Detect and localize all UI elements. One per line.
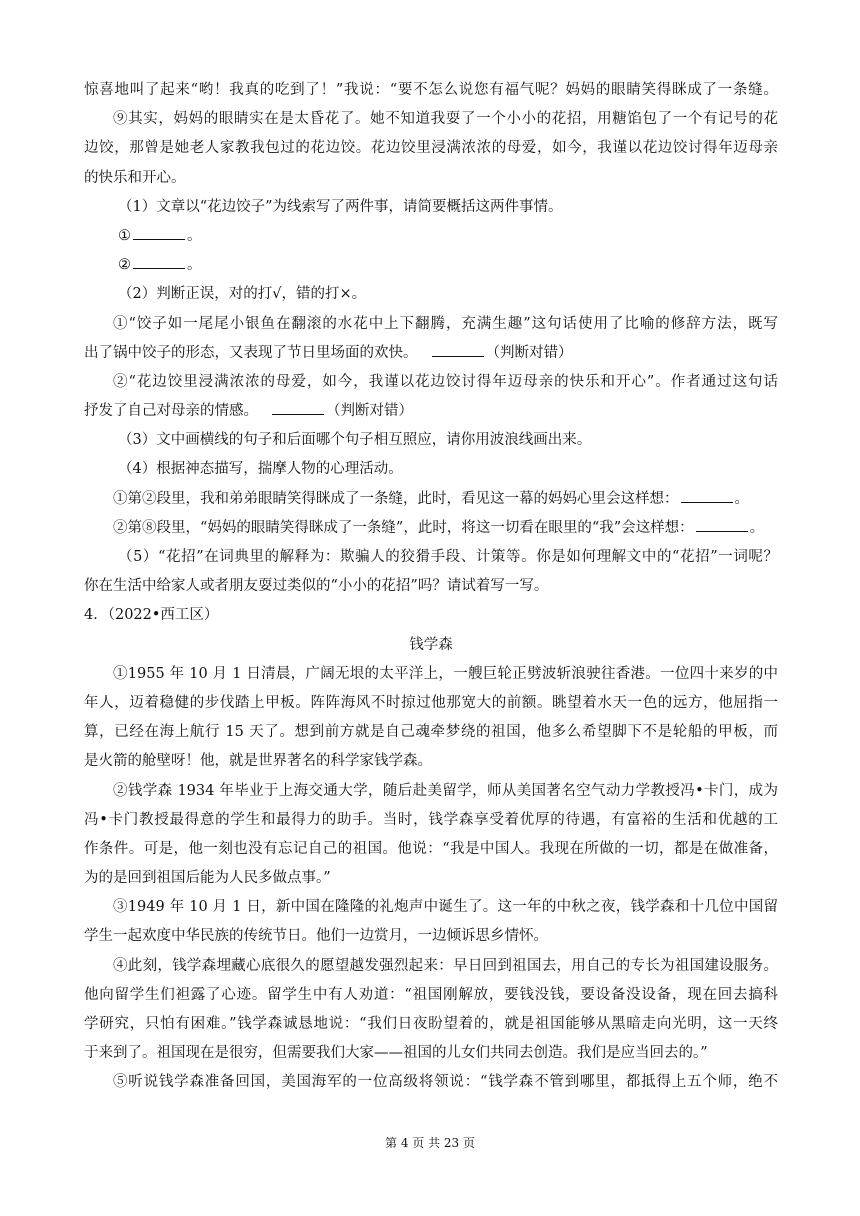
paragraph-line: 惊喜地叫了起来“哟！我真的吃到了！”我说：“要不怎么说您有福气呢？妈妈的眼睛笑得眯成了一条缝。 bbox=[84, 82, 778, 98]
paragraph-line: 你在生活中给家人或者朋友耍过类似的“小小的花招”吗？请试着写一写。 bbox=[84, 578, 549, 595]
answer-period: 。 bbox=[734, 490, 749, 507]
judgement-hint: （判断对错） bbox=[326, 403, 413, 420]
statement-text: 出了锅中饺子的形态，又表现了节日里场面的欢快。 bbox=[84, 344, 418, 361]
judgement-line-2 bbox=[84, 397, 778, 426]
paragraph-line: ①1955 年 10 月 1 日清晨，广阔无垠的太平洋上，一艘巨轮正劈波斩浪驶往香港。一位四十来岁的中 bbox=[113, 665, 778, 682]
paragraph-line: 算，已经在海上航行 15 天了。想到前方就是自己魂牵梦绕的祖国，他多么希望脚下不是轮船的甲板，而 bbox=[84, 724, 778, 741]
paragraph-line: 边饺，那曾是她老人家教我包过的花边饺。花边饺里浸满浓浓的母爱，如今，我谨以花边饺讨得年迈母亲 bbox=[84, 140, 778, 157]
answer-period: 。 bbox=[187, 257, 202, 274]
judgement-hint: （判断对错） bbox=[485, 344, 573, 361]
paragraph-line: 于来到了。祖国现在是很穷，但需要我们大家——祖国的儿女们共同去创造。我们是应当回去的。” bbox=[84, 1045, 708, 1062]
paragraph-line: 冯•卡门教授最得意的学生和最得力的助手。当时，钱学森享受着优厚的待遇，有富裕的生活和优越的工 bbox=[84, 811, 778, 828]
question-1: （1）文章以“花边饺子”为线索写了两件事，请简要概括这两件事情。 bbox=[118, 198, 563, 215]
answer-1-1 bbox=[84, 222, 778, 251]
answer-label: ① bbox=[118, 227, 131, 244]
question-4-2 bbox=[84, 514, 778, 543]
answer-period: 。 bbox=[749, 519, 765, 536]
paragraph-line: ②钱学森 1934 年毕业于上海交通大学，随后赴美留学，师从美国著名空气动力学教授冯•卡门，成为 bbox=[113, 782, 778, 799]
answer-period: 。 bbox=[187, 227, 202, 244]
paragraph-line: ①“饺子如一尾尾小银鱼在翻滚的水花中上下翻腾，充满生趣”这句话使用了比喻的修辞方法，既写 bbox=[113, 315, 778, 332]
section-heading: 4．（2022•西工区） bbox=[84, 607, 219, 624]
judgement-blank[interactable] bbox=[272, 400, 324, 415]
paragraph-line: ⑤听说钱学森准备回国，美国海军的一位高级将领说：“钱学森不管到哪里，都抵得上五个师，绝不 bbox=[113, 1074, 778, 1091]
question-4-1 bbox=[84, 485, 778, 514]
page-footer: 第 4 页 共 23 页 bbox=[385, 1136, 475, 1150]
paragraph-line: 作条件。可是，他一刻也没有忘记自己的祖国。他说：“我是中国人。我现在所做的一切，都是在做准备， bbox=[84, 840, 778, 857]
answer-blank[interactable] bbox=[133, 225, 185, 240]
question-2: （2）判断正误，对的打√，错的打×。 bbox=[118, 286, 367, 303]
judgement-blank[interactable] bbox=[432, 342, 484, 357]
paragraph-line: 为的是回到祖国后能为人民多做点事。” bbox=[84, 870, 331, 887]
question-4: （4）根据神态描写，揣摩人物的心理活动。 bbox=[118, 461, 403, 478]
paragraph-line: ④此刻，钱学森埋藏心底很久的愿望越发强烈起来：早日回到祖国去，用自己的专长为祖国建设服务。 bbox=[113, 957, 778, 974]
question-5: （5）“花招”在词典里的解释为：欺骗人的狡猾手段、计策等。你是如何理解文中的“花招”一词呢？ bbox=[118, 549, 778, 565]
answer-blank[interactable] bbox=[696, 517, 748, 532]
document-page bbox=[84, 76, 778, 1098]
article-title: 钱学森 bbox=[409, 636, 453, 653]
judgement-line-1 bbox=[84, 339, 778, 368]
question-text: ①第②段里，我和弟弟眼睛笑得眯成了一条缝，此时，看见这一幕的妈妈心里会这样想： bbox=[113, 490, 679, 507]
answer-blank[interactable] bbox=[133, 254, 185, 269]
paragraph-line: ⑨其实，妈妈的眼睛实在是太昏花了。她不知道我耍了一个小小的花招，用糖馅包了一个有记号的花 bbox=[113, 111, 778, 128]
statement-text: 抒发了自己对母亲的情感。 bbox=[84, 403, 258, 420]
paragraph-line: 学研究，只怕有困难。”钱学森诚恳地说：“我们日夜盼望着的，就是祖国能够从黑暗走向光明，这一天终 bbox=[84, 1016, 778, 1032]
paragraph-line: 他向留学生们袒露了心迹。留学生中有人劝道：“祖国刚解放，要钱没钱，要设备没设备，现在回去搞科 bbox=[84, 986, 778, 1003]
question-3: （3）文中画横线的句子和后面哪个句子相互照应，请你用波浪线画出来。 bbox=[118, 432, 592, 449]
question-text: ②第⑧段里，“妈妈的眼睛笑得眯成了一条缝”，此时，将这一切看在眼里的“我”会这样想： bbox=[113, 519, 694, 536]
paragraph-line: 是火箭的舱壁呀！他，就是世界著名的科学家钱学森。 bbox=[84, 753, 432, 770]
paragraph-line: ③1949 年 10 月 1 日，新中国在隆隆的礼炮声中诞生了。这一年的中秋之夜，钱学森和十几位中国留 bbox=[113, 899, 778, 916]
paragraph-line: 年人，迈着稳健的步伐踏上甲板。阵阵海风不时掠过他那宽大的前额。眺望着水天一色的远方，他屈指一 bbox=[84, 694, 778, 711]
answer-blank[interactable] bbox=[681, 488, 733, 503]
answer-1-2 bbox=[84, 251, 778, 280]
paragraph-line: 的快乐和开心。 bbox=[84, 169, 186, 186]
paragraph-line: ②“花边饺里浸满浓浓的母爱，如今，我谨以花边饺讨得年迈母亲的快乐和开心”。作者通过这句话 bbox=[113, 373, 778, 390]
answer-label: ② bbox=[118, 257, 131, 274]
paragraph-line: 学生一起欢度中华民族的传统节日。他们一边赏月，一边倾诉思乡情怀。 bbox=[84, 928, 548, 945]
